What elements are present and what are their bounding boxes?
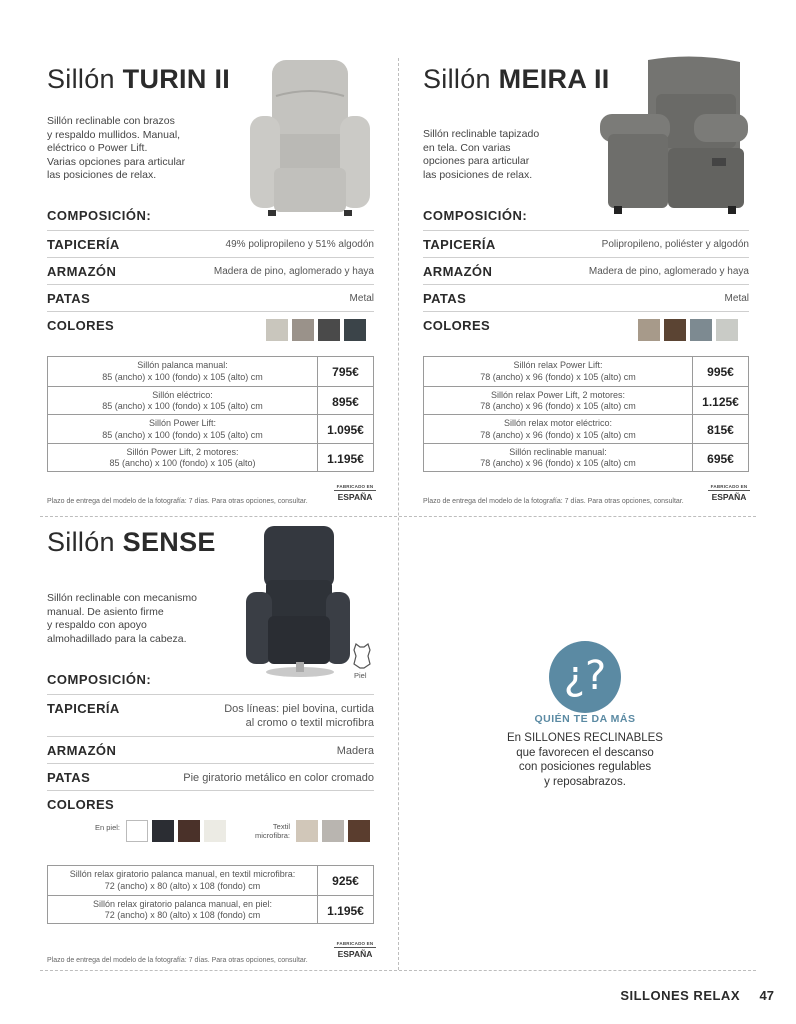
- price-desc: Sillón relax giratorio palanca manual, en textil microfibra: 72 (ancho) x 80 (alto) x 108 (fondo) cm: [69, 869, 296, 891]
- title-prefix: Sillón: [47, 527, 115, 557]
- price-desc: Sillón relax motor eléctrico: 78 (ancho) x 96 (fondo) x 105 (alto) cm: [480, 418, 636, 440]
- made-in-spain-badge: FABRICADO EN ESPAÑA: [708, 484, 750, 502]
- spec-row-colors: [47, 790, 374, 817]
- spec-key: COLORES: [47, 318, 115, 333]
- color-swatches: [266, 319, 366, 341]
- title-name: TURIN II: [122, 64, 231, 94]
- spec-key: ARMAZÓN: [423, 264, 493, 279]
- product-title: [47, 64, 230, 95]
- color-swatch[interactable]: [292, 319, 314, 341]
- price-table: [47, 356, 374, 472]
- desc-line: las posiciones de relax.: [47, 169, 157, 181]
- spec-value: Metal: [724, 293, 749, 304]
- price-value: 695€: [692, 444, 748, 472]
- spec-row-upholstery: [47, 694, 374, 736]
- desc-line: Sillón reclinable con brazos: [47, 115, 175, 127]
- spec-row-frame: [47, 736, 374, 763]
- color-swatches: [638, 319, 738, 341]
- spec-key: PATAS: [47, 291, 91, 306]
- spec-key: ARMAZÓN: [47, 264, 117, 279]
- price-desc: Sillón palanca manual: 85 (ancho) x 100 (fondo) x 105 (alto) cm: [102, 360, 263, 382]
- title-prefix: Sillón: [47, 64, 115, 94]
- promo-heading: QUIÉN TE DA MÁS: [534, 713, 636, 725]
- spec-key: TAPICERÍA: [423, 237, 496, 252]
- color-swatch[interactable]: [266, 319, 288, 341]
- price-row: [48, 895, 373, 924]
- product-title: [423, 64, 610, 95]
- title-prefix: Sillón: [423, 64, 491, 94]
- spec-row-upholstery: [423, 230, 749, 257]
- price-desc: Sillón eléctrico: 85 (ancho) x 100 (fondo) x 105 (alto) cm: [102, 389, 263, 411]
- price-desc: Sillón relax Power Lift, 2 motores: 78 (ancho) x 96 (fondo) x 105 (alto) cm: [480, 389, 636, 411]
- color-swatch[interactable]: [690, 319, 712, 341]
- desc-line: Sillón reclinable con mecanismo: [47, 592, 197, 604]
- desc-line: opciones para articular: [423, 155, 530, 167]
- desc-line: Varias opciones para articular: [47, 155, 186, 168]
- composition-heading: COMPOSICIÓN:: [47, 672, 152, 687]
- made-in-spain-badge: FABRICADO EN ESPAÑA: [334, 941, 376, 959]
- spec-value: Madera: [336, 745, 374, 757]
- spec-value: Madera de pino, aglomerado y haya: [588, 266, 749, 277]
- vertical-divider: [398, 58, 399, 970]
- spec-key: PATAS: [47, 770, 91, 785]
- product-description: [423, 128, 539, 182]
- spec-row-legs: [423, 284, 749, 311]
- spec-value: Metal: [349, 293, 374, 304]
- price-value: 1.095€: [317, 415, 373, 443]
- composition-heading: COMPOSICIÓN:: [47, 208, 152, 223]
- price-desc: Sillón relax giratorio palanca manual, en piel: 72 (ancho) x 80 (alto) x 108 (fondo) cm: [92, 898, 273, 920]
- spec-row-legs: [47, 284, 374, 311]
- price-value: 795€: [317, 357, 373, 386]
- spec-row-frame: [47, 257, 374, 284]
- section-title: SILLONES RELAX: [620, 988, 740, 1003]
- spec-key: PATAS: [423, 291, 467, 306]
- price-row: [424, 443, 748, 472]
- desc-line: y respaldo mullidos. Manual,: [47, 128, 181, 141]
- color-swatch[interactable]: [318, 319, 340, 341]
- price-value: 925€: [317, 866, 373, 895]
- desc-line: y respaldo con apoyo: [47, 619, 147, 631]
- desc-line: eléctrico o Power Lift.: [47, 142, 148, 154]
- color-swatch[interactable]: [296, 820, 318, 842]
- color-swatch[interactable]: [716, 319, 738, 341]
- product-title: [47, 527, 216, 558]
- price-value: 815€: [692, 415, 748, 443]
- price-desc: Sillón Power Lift, 2 motores: 85 (ancho) x 100 (fondo) x 105 (alto): [109, 446, 256, 468]
- price-row: [424, 357, 748, 386]
- promo-text: En SILLONES RECLINABLES que favorecen el descanso con posiciones regulables y reposabrazos.: [507, 732, 663, 788]
- textile-color-swatches: [296, 820, 370, 842]
- title-name: MEIRA II: [498, 64, 610, 94]
- product-description: [47, 115, 185, 183]
- price-row: [48, 866, 373, 895]
- desc-line: Sillón reclinable tapizado: [423, 128, 540, 140]
- color-swatch[interactable]: [126, 820, 148, 842]
- price-row: [48, 443, 373, 472]
- color-swatch[interactable]: [344, 319, 366, 341]
- bottom-divider: [40, 970, 756, 971]
- turin-chair-image: [246, 56, 374, 218]
- price-row: [424, 386, 748, 415]
- price-row: [48, 386, 373, 415]
- color-swatch[interactable]: [664, 319, 686, 341]
- price-table: [423, 356, 749, 472]
- leather-label: Piel: [354, 671, 367, 680]
- price-row: [424, 414, 748, 443]
- desc-line: las posiciones de relax.: [423, 168, 533, 181]
- leather-colors-label: En piel:: [94, 823, 120, 832]
- spec-key: COLORES: [47, 797, 115, 812]
- price-value: 1.125€: [692, 387, 748, 415]
- page-number: 47: [759, 988, 774, 1003]
- product-description: [47, 592, 197, 646]
- sense-chair-image: [244, 524, 352, 680]
- price-desc: Sillón relax Power Lift: 78 (ancho) x 96 (fondo) x 105 (alto) cm: [480, 360, 636, 382]
- meira-chair-image: [598, 54, 750, 218]
- desc-line: en tela. Con varias: [423, 141, 511, 154]
- spec-value: Dos líneas: piel bovina, curtida al cromo o textil microfibra: [224, 703, 374, 729]
- spec-key: TAPICERÍA: [47, 237, 120, 252]
- color-swatch[interactable]: [322, 820, 344, 842]
- leather-color-swatches: [126, 820, 226, 842]
- spec-row-legs: [47, 763, 374, 790]
- spec-key: ARMAZÓN: [47, 743, 117, 758]
- price-value: 1.195€: [317, 444, 373, 472]
- price-value: 995€: [692, 357, 748, 386]
- price-desc: Sillón reclinable manual: 78 (ancho) x 96 (fondo) x 105 (alto) cm: [480, 446, 636, 468]
- delivery-note: Plazo de entrega del modelo de la fotografía: 7 días. Para otras opciones, consultar.: [47, 957, 308, 964]
- spec-value: 49% polipropileno y 51% algodón: [225, 239, 374, 250]
- desc-line: almohadillado para la cabeza.: [47, 632, 187, 645]
- spec-value: Polipropileno, poliéster y algodón: [601, 239, 749, 250]
- textile-colors-label: Textil microfibra:: [254, 822, 290, 840]
- price-row: [48, 357, 373, 386]
- delivery-note: Plazo de entrega del modelo de la fotografía: 7 días. Para otras opciones, consultar.: [423, 498, 684, 505]
- spec-row-frame: [423, 257, 749, 284]
- spec-row-upholstery: [47, 230, 374, 257]
- desc-line: manual. De asiento firme: [47, 605, 164, 618]
- made-in-spain-badge: FABRICADO EN ESPAÑA: [334, 484, 376, 502]
- leather-icon: [351, 642, 373, 670]
- color-swatch[interactable]: [348, 820, 370, 842]
- horizontal-divider: [40, 516, 756, 517]
- price-value: 1.195€: [317, 896, 373, 924]
- color-swatch[interactable]: [204, 820, 226, 842]
- color-swatch[interactable]: [178, 820, 200, 842]
- question-icon: ¿?: [549, 641, 621, 713]
- spec-value: Pie giratorio metálico en color cromado: [183, 772, 374, 784]
- title-name: SENSE: [122, 527, 216, 557]
- color-swatch[interactable]: [152, 820, 174, 842]
- price-value: 895€: [317, 387, 373, 415]
- price-table: [47, 865, 374, 924]
- composition-heading: COMPOSICIÓN:: [423, 208, 528, 223]
- delivery-note: Plazo de entrega del modelo de la fotografía: 7 días. Para otras opciones, consultar.: [47, 498, 308, 505]
- price-row: [48, 414, 373, 443]
- spec-value: Madera de pino, aglomerado y haya: [213, 266, 374, 277]
- spec-key: COLORES: [423, 318, 491, 333]
- color-swatch[interactable]: [638, 319, 660, 341]
- price-desc: Sillón Power Lift: 85 (ancho) x 100 (fondo) x 105 (alto) cm: [102, 418, 263, 440]
- spec-key: TAPICERÍA: [47, 701, 120, 716]
